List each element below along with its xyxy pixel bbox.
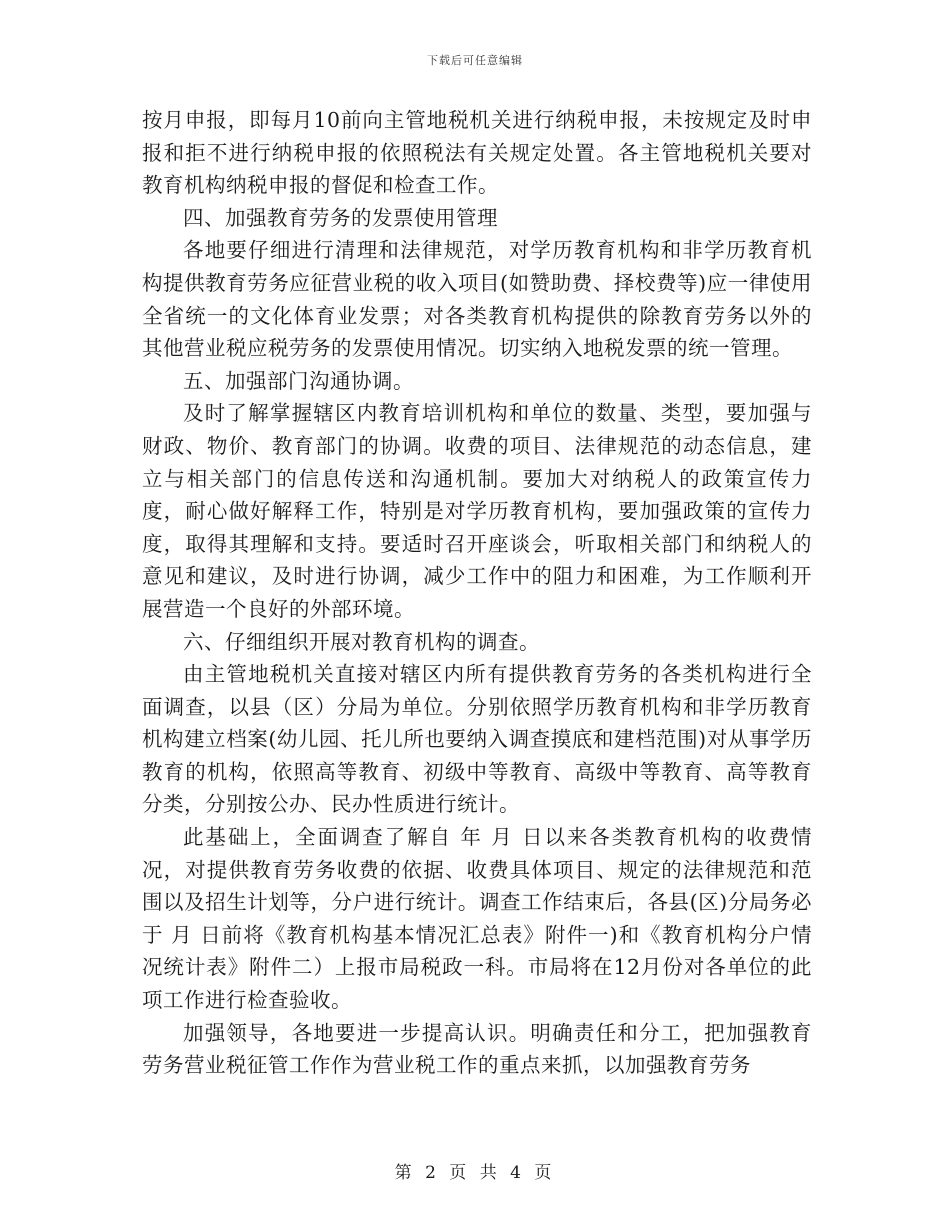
paragraph-continued: 按月申报，即每月10前向主管地税机关进行纳税申报，未按规定及时申报和拒不进行纳税申报的依照税法有关规定处置。各主管地税机关要对教育机构纳税申报的督促和检查工作。	[142, 108, 812, 198]
paragraph-coordination: 及时了解掌握辖区内教育培训机构和单位的数量、类型，要加强与财政、物价、教育部门的协调。收费的项目、法律规范的动态信息，建立与相关部门的信息传送和沟通机制。要加大对纳税人的政策宣传力度，耐心做好解释工作，特别是对学历教育机构，要加强政策的宣传力度，取得其理解和支持。要适时召开座谈会，听取相关部门和纳税人的意见和建议，及时进行协调，减少工作中的阻力和困难，为工作顺利开展营造一个良好的外部环境。	[142, 401, 812, 621]
paragraph-survey: 由主管地税机关直接对辖区内所有提供教育劳务的各类机构进行全面调查，以县（区）分局为单位。分别依照学历教育机构和非学历教育机构建立档案(幼儿园、托儿所也要纳入调查摸底和建档范围)对从事学历教育的机构，依照高等教育、初级中等教育、高级中等教育、高等教育分类，分别按公办、民办性质进行统计。	[142, 662, 812, 817]
document-body	[142, 104, 812, 1082]
page-header-note: 下载后可任意编辑	[427, 54, 523, 67]
paragraph-survey-detail: 此基础上，全面调查了解自 年 月 日以来各类教育机构的收费情况，对提供教育劳务收费的依据、收费具体项目、规定的法律规范和范围以及招生计划等，分户进行统计。调查工作结束后，各县(区)分局务必于 月 日前将《教育机构基本情况汇总表》附件一)和《教育机构分户情况统计表》附件二）上报市局税政一科。市局将在12月份对各单位的此项工作进行检查验收。	[142, 825, 812, 1013]
section-heading-coordination: 五、加强部门沟通协调。	[183, 368, 414, 393]
paragraph-invoice: 各地要仔细进行清理和法律规范，对学历教育机构和非学历教育机构提供教育劳务应征营业税的收入项目(如赞助费、择校费等)应一律使用全省统一的文化体育业发票；对各类教育机构提供的除教育劳务以外的其他营业税应税劳务的发票使用情况。切实纳入地税发票的统一管理。	[142, 238, 812, 361]
section-heading-survey: 六、仔细组织开展对教育机构的调查。	[183, 629, 540, 654]
page-number: 第 2 页 共 4 页	[394, 1163, 556, 1183]
section-heading-invoice: 四、加强教育劳务的发票使用管理	[183, 205, 498, 230]
paragraph-leadership: 加强领导，各地要进一步提高认识。明确责任和分工，把加强教育劳务营业税征管工作作为营业税工作的重点来抓，以加强教育劳务	[142, 1020, 812, 1078]
